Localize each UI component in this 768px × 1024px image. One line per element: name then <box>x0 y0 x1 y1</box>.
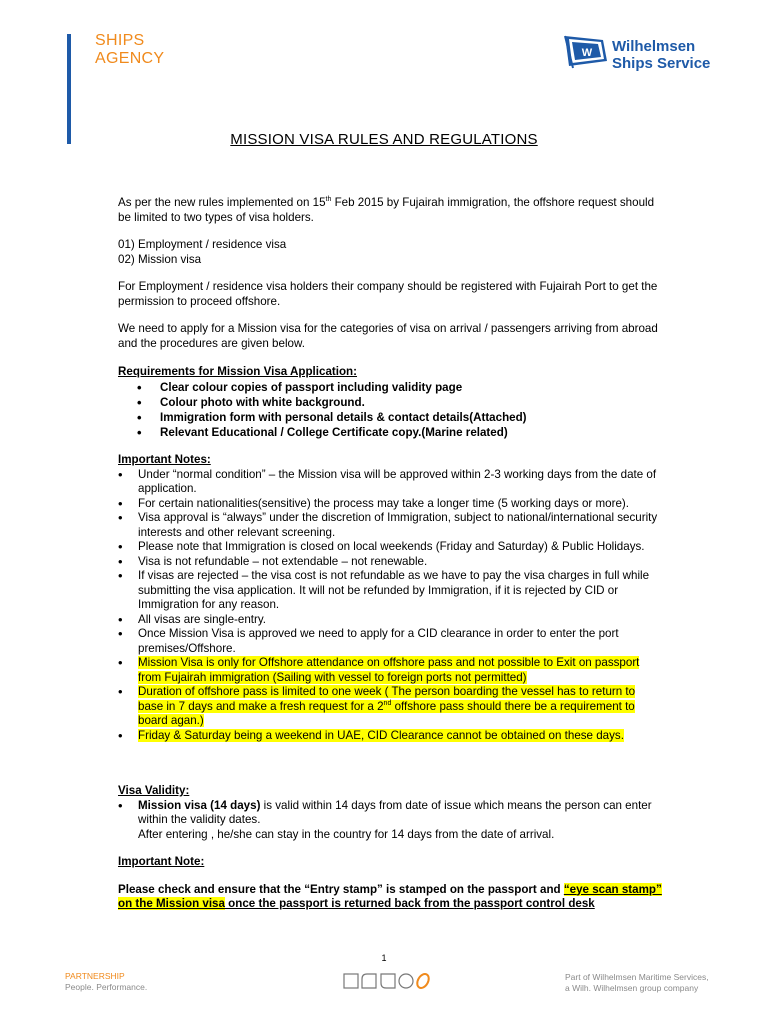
document-title: MISSION VISA RULES AND REGULATIONS <box>230 131 538 148</box>
svg-text:W: W <box>581 47 593 59</box>
visa-type-item: 02) Mission visa <box>118 252 202 266</box>
note-item: • Visa approval is “always” under the discretion of Immigration, subject to national/international security interests and other relevant screening. <box>118 511 663 540</box>
note-text-a: Please check and ensure that the “Entry stamp” is stamped on the passport and <box>118 882 564 896</box>
page-number: 1 <box>381 953 387 963</box>
requirement-item: • Immigration form with personal details & contact details(Attached) <box>118 410 663 425</box>
requirements-section <box>118 365 663 440</box>
requirement-item: • Clear colour copies of passport including validity page <box>118 380 663 395</box>
brand-line-2: Ships Service <box>612 55 711 72</box>
brand-line-1: Wilhelmsen <box>612 38 696 55</box>
footer-right-line-2: a Wilh. Wilhelmsen group company <box>565 983 699 993</box>
note-item: • All visas are single-entry. <box>118 613 663 628</box>
notes-heading: Important Notes: <box>118 453 211 466</box>
agency-line-2: AGENCY <box>95 50 165 67</box>
note-item-highlighted <box>118 656 663 685</box>
note-highlight: “eye scan stamp” on the Mission visa <box>118 882 662 910</box>
intro-text-a: As per the new rules implemented on 15 <box>118 196 326 209</box>
highlighted-text: Friday & Saturday being a weekend in UAE, CID Clearance cannot be obtained on these days. <box>138 728 624 742</box>
ships-agency-logo-text <box>95 32 164 68</box>
brand-shapes-icon <box>343 972 433 990</box>
requirement-item: • Colour photo with white background. <box>118 395 663 410</box>
validity-bold: Mission visa (14 days) <box>138 798 261 812</box>
footer-right-line-1: Part of Wilhelmsen Maritime Services, <box>565 972 709 982</box>
note-item: • Under “normal condition” – the Mission visa will be approved within 2-3 working days from the date of application. <box>118 468 663 497</box>
note-item: • Visa is not refundable – not extendable – not renewable. <box>118 555 663 570</box>
important-note-heading: Important Note: <box>118 855 205 868</box>
mission-paragraph: We need to apply for a Mission visa for the categories of visa on arrival / passengers arriving from abroad and the procedures are given below. <box>118 322 658 350</box>
requirements-heading: Requirements for Mission Visa Application: <box>118 365 358 378</box>
highlighted-text: Duration of offshore pass is limited to one week ( The person boarding the vessel has to return to base in 7 days and make a fresh request for a 2 <box>138 685 636 713</box>
flag-w-icon <box>563 33 609 69</box>
header-accent-bar <box>67 34 71 144</box>
notes-section <box>118 453 663 743</box>
visa-type-item: 01) Employment / residence visa <box>118 238 287 251</box>
note-item: • Please note that Immigration is closed on local weekends (Friday and Saturday) & Public Holidays. <box>118 540 663 555</box>
highlighted-text: offshore pass should there be a requirement to board agan.) <box>138 699 635 727</box>
intro-text-b: Feb 2015 by Fujairah immigration, the offshore request should be limited to two types of visa holders. <box>118 196 655 224</box>
ordinal-sup: nd <box>383 699 392 707</box>
validity-text: is valid within 14 days from date of issue which means the person can enter within the validity dates. <box>138 798 652 826</box>
footer-people: People. Performance. <box>65 982 148 992</box>
note-item-highlighted <box>118 729 663 744</box>
validity-section <box>118 784 663 842</box>
agency-line-1: SHIPS <box>95 32 145 49</box>
important-note-section <box>118 855 663 912</box>
intro-sup: th <box>325 196 332 204</box>
brand-logo-text <box>612 38 710 72</box>
highlighted-text: Mission Visa is only for Offshore attendance on offshore pass and not possible to Exit on passport from Fujairah immigration (Sailing with vessel to foreign ports not permitted) <box>138 656 640 684</box>
employment-paragraph: For Employment / residence visa holders their company should be registered with Fujairah Port to get the permission to proceed offshore. <box>118 280 658 308</box>
requirement-item: • Relevant Educational / College Certificate copy.(Marine related) <box>118 425 663 440</box>
intro-paragraph <box>118 196 663 225</box>
footer-company-info <box>565 972 709 994</box>
note-item-highlighted <box>118 685 663 729</box>
visa-types-list <box>118 238 663 267</box>
note-text-b: once the passport is returned back from the passport control desk <box>224 897 595 910</box>
important-note-text <box>118 883 663 912</box>
validity-line-2: After entering , he/she can stay in the country for 14 days from the date of arrival. <box>138 827 555 841</box>
note-item: • Once Mission Visa is approved we need to apply for a CID clearance in order to enter the port premises/Offshore. <box>118 627 663 656</box>
note-item: • For certain nationalities(sensitive) the process may take a longer time (5 working days or more). <box>118 497 663 512</box>
footer-tagline <box>65 971 147 993</box>
footer-partnership: PARTNERSHIP <box>65 971 125 981</box>
note-item: • If visas are rejected – the visa cost is not refundable as we have to pay the visa charges in full while submitting the visa application. It will not be refunded by Immigration, if it is rejected by CID or Immigration for any reason. <box>118 569 663 613</box>
validity-item <box>118 799 663 843</box>
validity-heading: Visa Validity: <box>118 784 190 797</box>
